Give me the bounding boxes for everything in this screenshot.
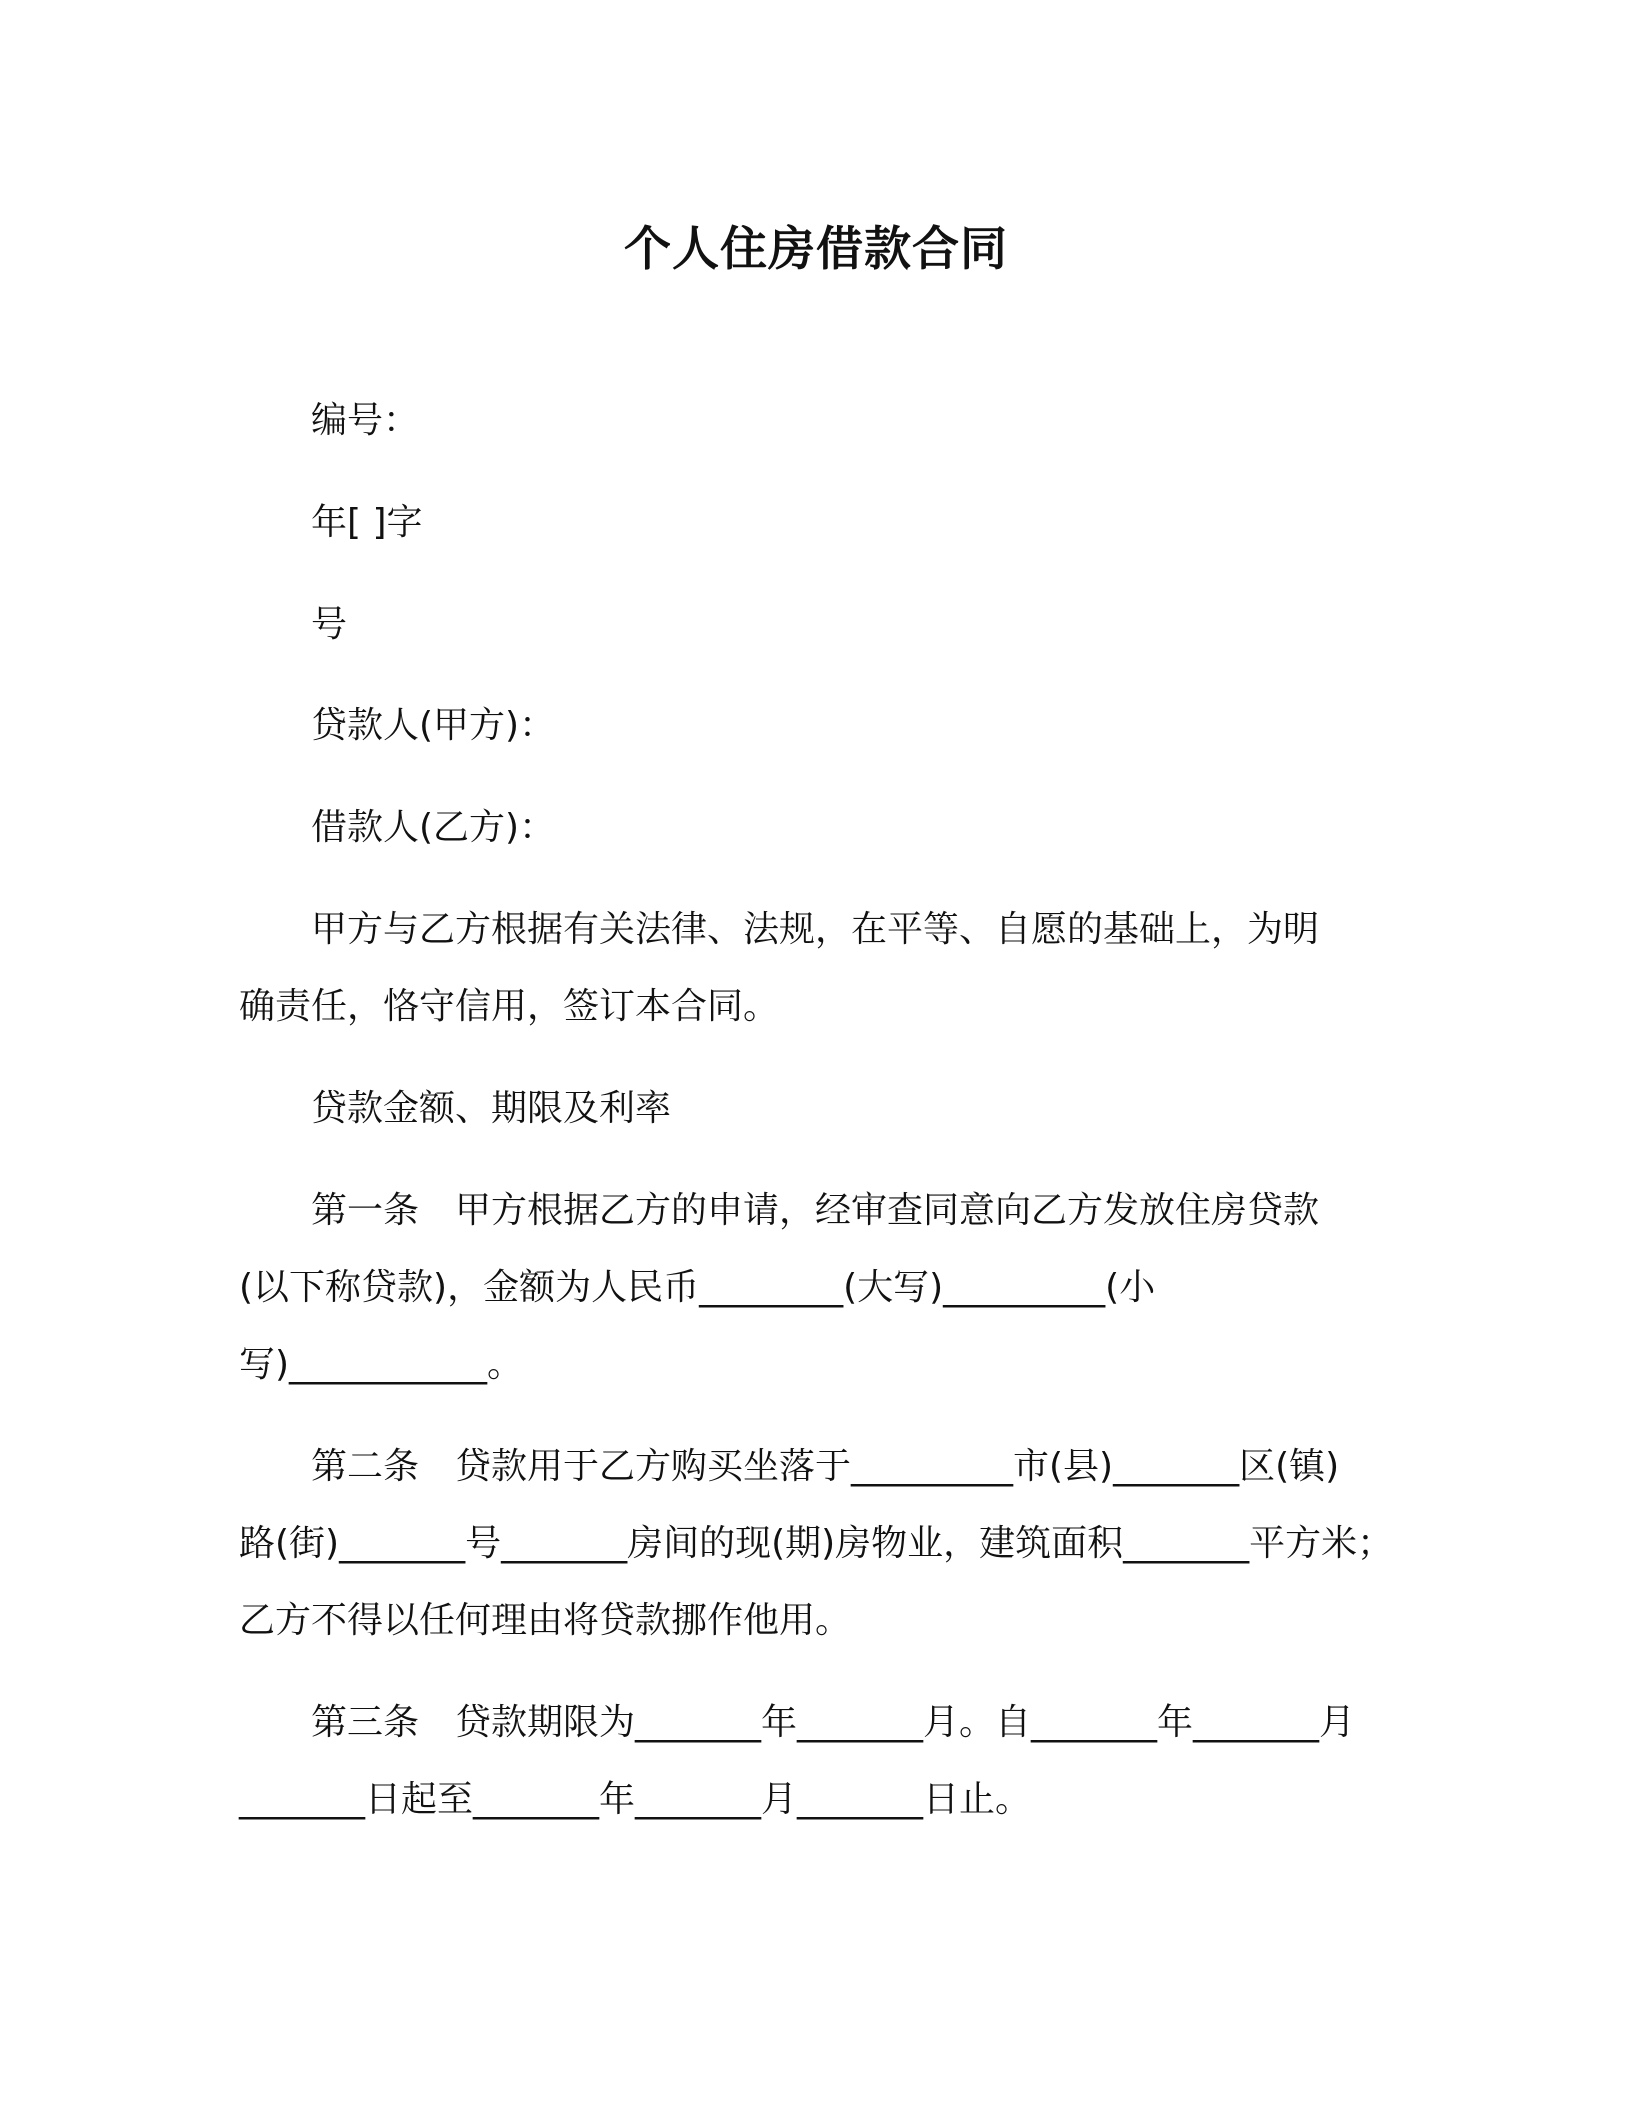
section-heading-loan-terms: 贷款金额、期限及利率	[311, 1088, 672, 1129]
document-title: 个人住房借款合同	[624, 222, 1008, 277]
article-1-line-1: 第一条 甲方根据乙方的申请，经审查同意向乙方发放住房贷款	[311, 1190, 1320, 1231]
article-2-line-2: 路(街)_______号_______房间的现(期)房物业，建筑面积_______平方米；	[239, 1523, 1394, 1564]
borrower-party-b: 借款人(乙方)：	[311, 807, 556, 848]
contract-number-label: 编号：	[311, 400, 420, 441]
article-2-line-3: 乙方不得以任何理由将贷款挪作他用。	[239, 1600, 852, 1641]
article-2-line-1: 第二条 贷款用于乙方购买坐落于_________市(县)_______区(镇)	[311, 1446, 1340, 1487]
article-1-line-2: (以下称贷款)，金额为人民币________(大写)_________(小	[239, 1267, 1156, 1308]
article-1-line-3: 写)___________。	[239, 1344, 524, 1385]
article-3-line-1: 第三条 贷款期限为_______年_______月。自_______年_______月	[311, 1702, 1356, 1743]
contract-number-year-line: 年[ ]字	[311, 502, 423, 543]
preamble-line-2: 确责任，恪守信用，签订本合同。	[239, 986, 780, 1027]
lender-party-a: 贷款人(甲方)：	[311, 705, 556, 746]
article-3-line-2: _______日起至_______年_______月_______日止。	[239, 1779, 1032, 1820]
contract-number-suffix: 号	[311, 604, 348, 645]
preamble-line-1: 甲方与乙方根据有关法律、法规，在平等、自愿的基础上，为明	[311, 909, 1320, 950]
